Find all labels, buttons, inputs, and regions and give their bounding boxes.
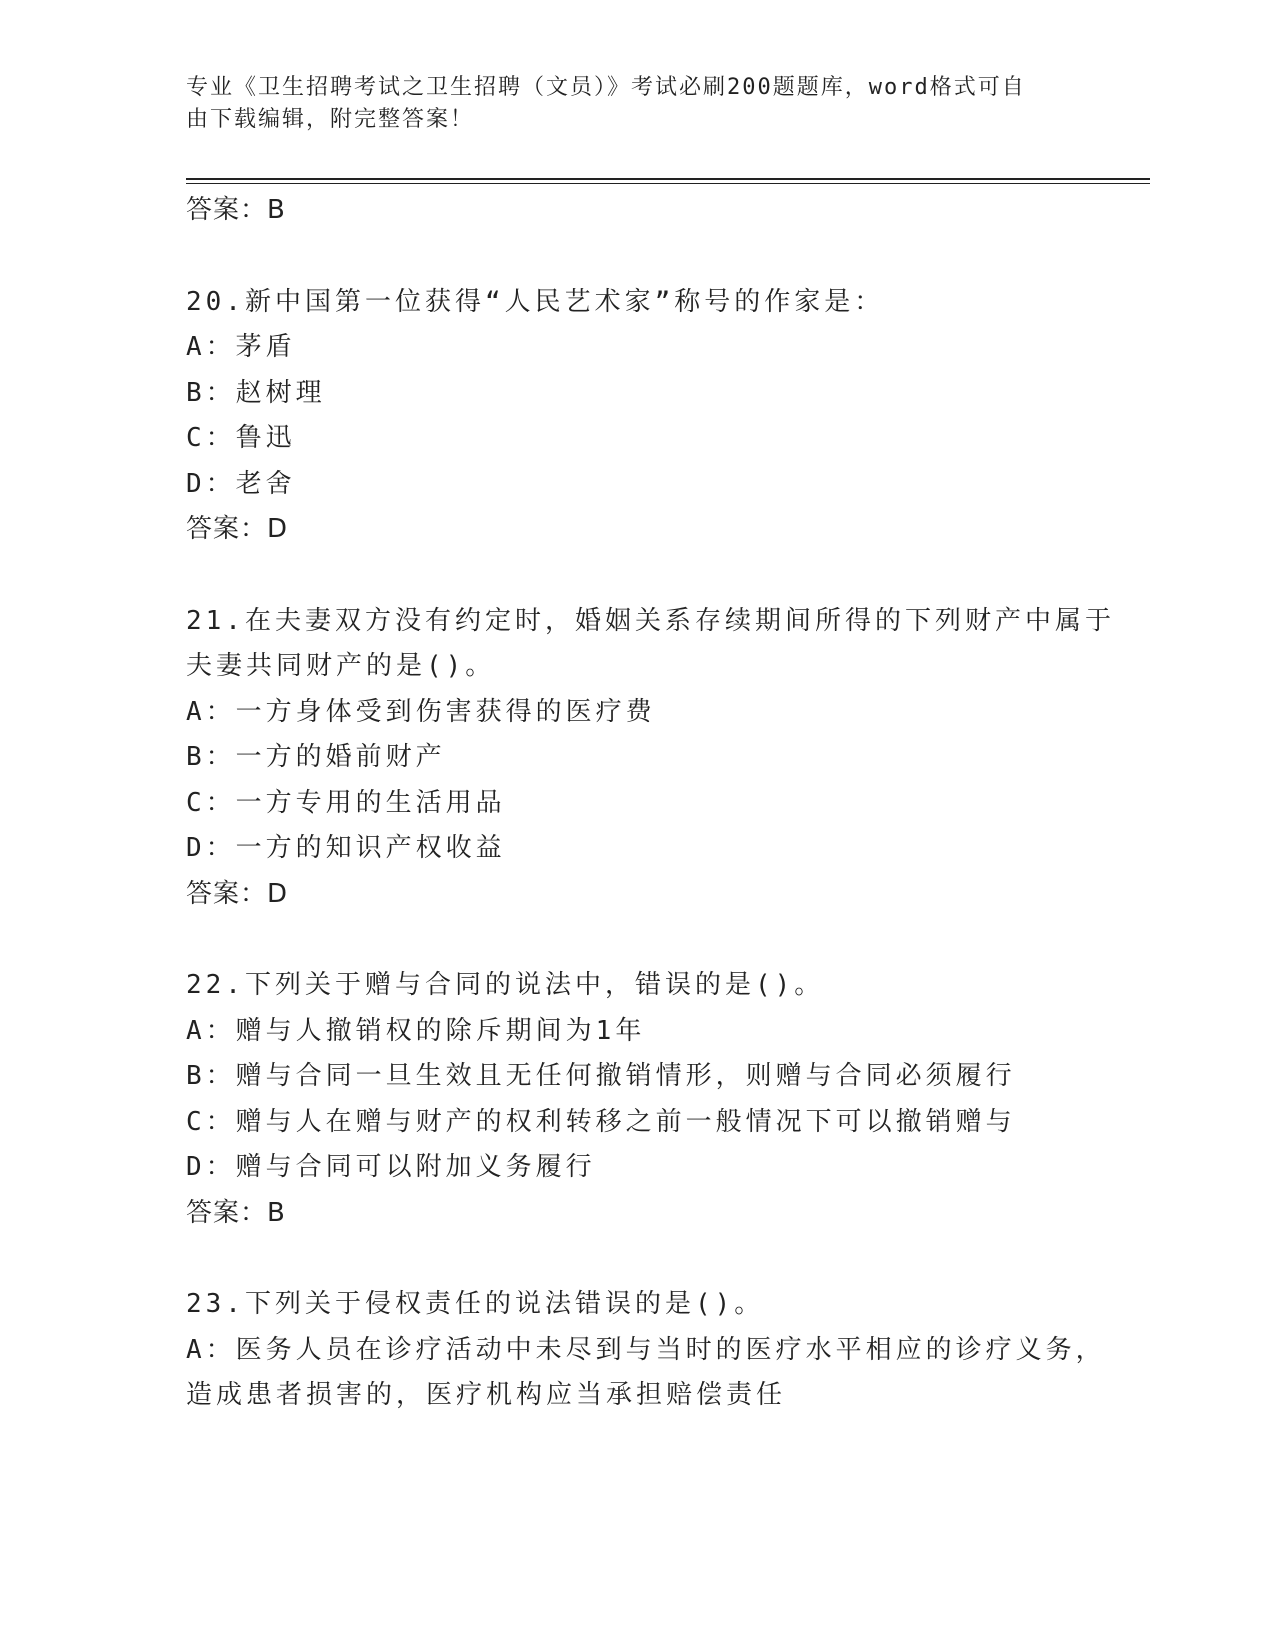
option-b: B：赠与合同一旦生效且无任何撤销情形，则赠与合同必须履行 <box>186 1061 1016 1091</box>
question-stem-cont: 夫妻共同财产的是()。 <box>186 651 496 681</box>
option-c: C：鲁迅 <box>186 423 296 453</box>
answer-line <box>186 507 1126 553</box>
question-22 <box>186 963 1126 1236</box>
answer-label: 答案： <box>186 195 268 225</box>
option-c: C：一方专用的生活用品 <box>186 787 506 818</box>
option-b: B：一方的婚前财产 <box>186 742 446 772</box>
header-line-2: 由下载编辑，附完整答案！ <box>186 107 475 132</box>
question-23 <box>186 1282 1126 1419</box>
document-header <box>186 72 1086 136</box>
answer-label: 答案： <box>186 514 268 544</box>
answer-value: B <box>267 195 286 225</box>
option-a: A：一方身体受到伤害获得的医疗费 <box>186 696 656 727</box>
question-stem: 20.新中国第一位获得“人民艺术家”称号的作家是： <box>186 286 885 317</box>
answer-value: D <box>267 878 289 909</box>
answer-line <box>186 1191 1126 1237</box>
option-a: A：医务人员在诊疗活动中未尽到与当时的医疗水平相应的诊疗义务， <box>186 1334 1106 1365</box>
answer-label: 答案： <box>186 1197 268 1228</box>
option-a: A：茅盾 <box>186 332 296 362</box>
question-stem: 21.在夫妻双方没有约定时，婚姻关系存续期间所得的下列财产中属于 <box>186 605 1115 636</box>
option-d: D：赠与合同可以附加义务履行 <box>186 1152 596 1182</box>
answer-value: D <box>267 514 289 544</box>
option-b: B：赵树理 <box>186 377 326 408</box>
option-a-cont: 造成患者损害的，医疗机构应当承担赔偿责任 <box>186 1380 787 1410</box>
answer-line <box>186 872 1126 918</box>
question-20 <box>186 280 1126 553</box>
answer-label: 答案： <box>186 878 268 909</box>
spacer <box>186 1236 1126 1282</box>
question-21 <box>186 599 1126 918</box>
option-d: D：老舍 <box>186 468 296 499</box>
spacer <box>186 553 1126 599</box>
option-a: A：赠与人撤销权的除斥期间为1年 <box>186 1015 646 1046</box>
header-rule-thin <box>186 183 1150 184</box>
option-c: C：赠与人在赠与财产的权利转移之前一般情况下可以撤销赠与 <box>186 1106 1016 1137</box>
answer-line <box>186 188 1126 234</box>
question-stem: 22.下列关于赠与合同的说法中，错误的是()。 <box>186 970 825 1000</box>
header-line-1: 专业《卫生招聘考试之卫生招聘（文员）》考试必刷200题题库，word格式可自 <box>186 75 1026 100</box>
answer-value: B <box>267 1197 286 1228</box>
question-stem: 23.下列关于侵权责任的说法错误的是()。 <box>186 1289 765 1319</box>
question-list <box>186 188 1126 1419</box>
spacer <box>186 917 1126 963</box>
option-d: D：一方的知识产权收益 <box>186 833 506 863</box>
spacer <box>186 234 1126 280</box>
header-rule-thick <box>186 178 1150 180</box>
